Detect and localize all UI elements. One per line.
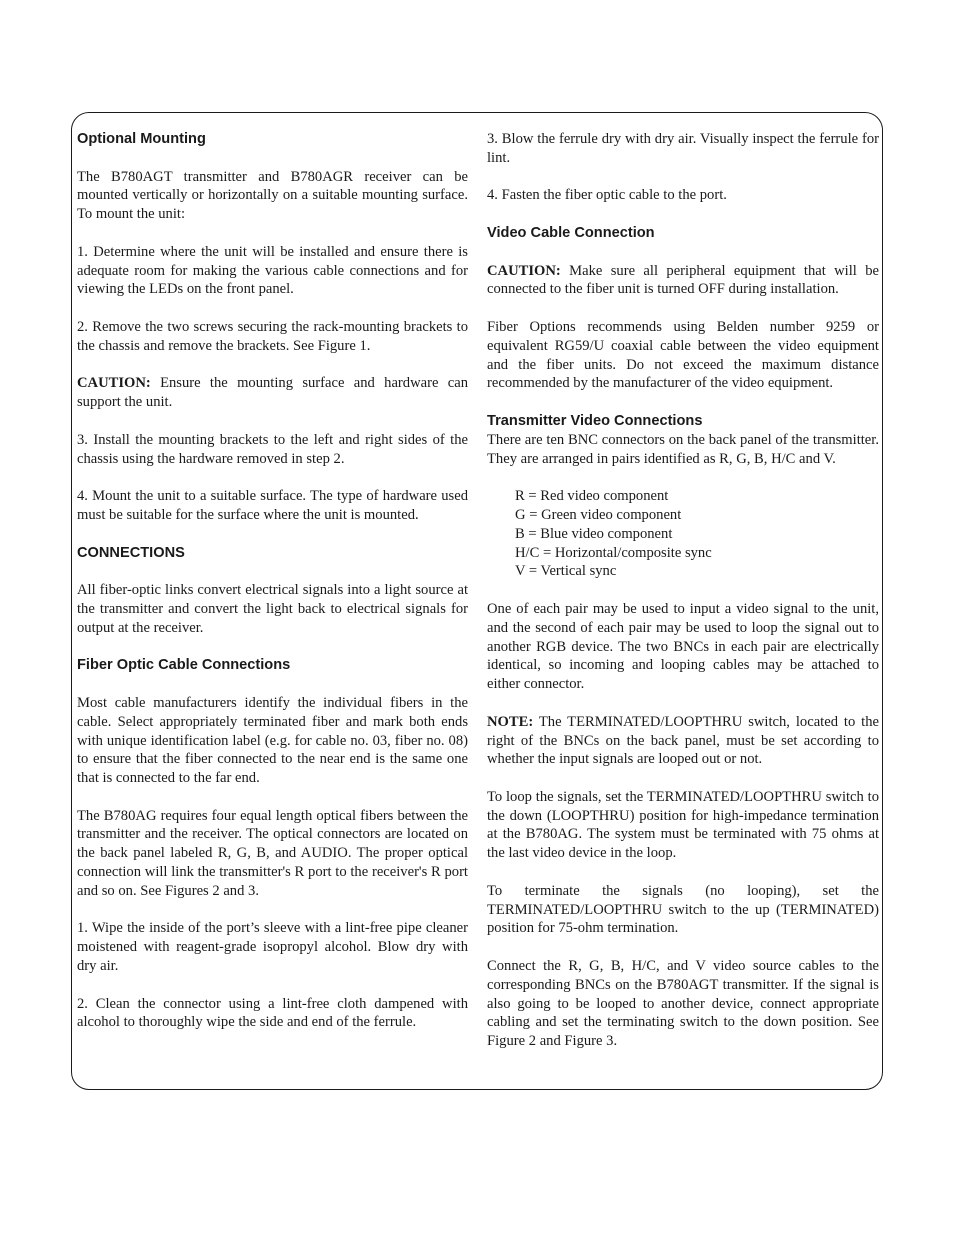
- transmitter-para: There are ten BNC connectors on the back panel of the transmitter. They are arranged in pairs identified as R, G, B, H/C and V.: [487, 431, 879, 467]
- note-para: [487, 713, 879, 769]
- heading-video-cable: Video Cable Connection: [487, 224, 655, 241]
- legend-item: B = Blue video component: [515, 525, 673, 542]
- note-label: NOTE:: [487, 713, 534, 730]
- mounting-step-2: 2. Remove the two screws securing the rack-mounting brackets to the chassis and remove the brackets. See Figure 1.: [77, 318, 468, 354]
- caution-text: Make sure all peripheral equipment that will be connected to the fiber unit is turned OFF during installation.: [487, 262, 879, 298]
- fiber-step-2: 2. Clean the connector using a lint-free cloth dampened with alcohol to thoroughly wipe the side and end of the ferrule.: [77, 995, 468, 1031]
- note-text: The TERMINATED/LOOPTHRU switch, located to the right of the BNCs on the back panel, must be set according to whether the input signals are looped out or not.: [487, 713, 879, 768]
- fiber-step-4: 4. Fasten the fiber optic cable to the port.: [487, 187, 727, 204]
- fiber-para-1: Most cable manufacturers identify the individual fibers in the cable. Select appropriately terminated fiber and mark both ends with unique identification label (e.g. for cable no. 03, fiber no. 08) to ensure that the fiber connected to the near end is the same one that is connected to the far end.: [77, 694, 468, 787]
- mounting-step-1: 1. Determine where the unit will be installed and ensure there is adequate room for making the various cable connections and for viewing the LEDs on the front panel.: [77, 243, 468, 298]
- mounting-step-3: 3. Install the mounting brackets to the left and right sides of the chassis using the hardware removed in step 2.: [77, 431, 468, 467]
- heading-connections: CONNECTIONS: [77, 544, 185, 561]
- heading-transmitter-video: Transmitter Video Connections: [487, 412, 703, 429]
- heading-fiber-optic: Fiber Optic Cable Connections: [77, 657, 291, 674]
- caution-label: CAUTION:: [77, 375, 151, 392]
- component-legend: [515, 487, 879, 581]
- caution-text: Ensure the mounting surface and hardware can support the unit.: [77, 375, 468, 411]
- mounting-intro: The B780AGT transmitter and B780AGR receiver can be mounted vertically or horizontally on a suitable mounting surface. To mount the unit:: [77, 168, 468, 223]
- fiber-para-2: The B780AG requires four equal length optical fibers between the transmitter and the receiver. The optical connectors are located on the back panel labeled R, G, B, and AUDIO. The proper optical connection will link the transmitter's R port to the receiver's R port and so on. See Figures 2 and 3.: [77, 807, 468, 899]
- fiber-step-3: 3. Blow the ferrule dry with dry air. Visually inspect the ferrule for lint.: [487, 131, 879, 166]
- right-column: [487, 130, 879, 1070]
- belden-para: Fiber Options recommends using Belden number 9259 or equivalent RG59/U coaxial cable between the video equipment and the fiber units. Do not exceed the maximum distance recommended by the manufacturer of the video equipment.: [487, 318, 879, 392]
- connections-text: All fiber-optic links convert electrical signals into a light source at the transmitter and convert the light back to electrical signals for output at the receiver.: [77, 582, 468, 636]
- left-column: [77, 130, 468, 1051]
- heading-optional-mounting: Optional Mounting: [77, 131, 206, 147]
- loop-para: To loop the signals, set the TERMINATED/LOOPTHRU switch to the down (LOOPTHRU) position for high-impedance termination at the B780AG. The system must be terminated with 75 ohms at the last video device in the loop.: [487, 788, 879, 862]
- video-caution: [487, 262, 879, 300]
- mounting-caution: [77, 374, 468, 412]
- legend-item: G = Green video component: [515, 506, 682, 523]
- caution-label: CAUTION:: [487, 262, 561, 279]
- mounting-step-4: 4. Mount the unit to a suitable surface. The type of hardware used must be suitable for the surface where the unit is mounted.: [77, 488, 468, 523]
- connect-para: Connect the R, G, B, H/C, and V video source cables to the corresponding BNCs on the B780AGT transmitter. If the signal is also going to be looped to another device, connect appropriate cabling and set the terminating switch to the down position. See Figure 2 and Figure 3.: [487, 958, 879, 1050]
- legend-item: H/C = Horizontal/composite sync: [515, 544, 712, 561]
- pair-para: One of each pair may be used to input a video signal to the unit, and the second of each pair may be used to loop the signal out to another RGB device. The two BNCs in each pair are electrically identical, so incoming and looping cables may be attached to either connector.: [487, 600, 879, 693]
- legend-item: V = Vertical sync: [515, 563, 617, 580]
- terminate-para: To terminate the signals (no looping), set the TERMINATED/LOOPTHRU switch to the up (TERMINATED) position for 75-ohm termination.: [487, 882, 879, 937]
- legend-item: R = Red video component: [515, 488, 669, 505]
- fiber-step-1: 1. Wipe the inside of the port’s sleeve with a lint-free pipe cleaner moistened with reagent-grade isopropyl alcohol. Blow dry with dry air.: [77, 920, 468, 975]
